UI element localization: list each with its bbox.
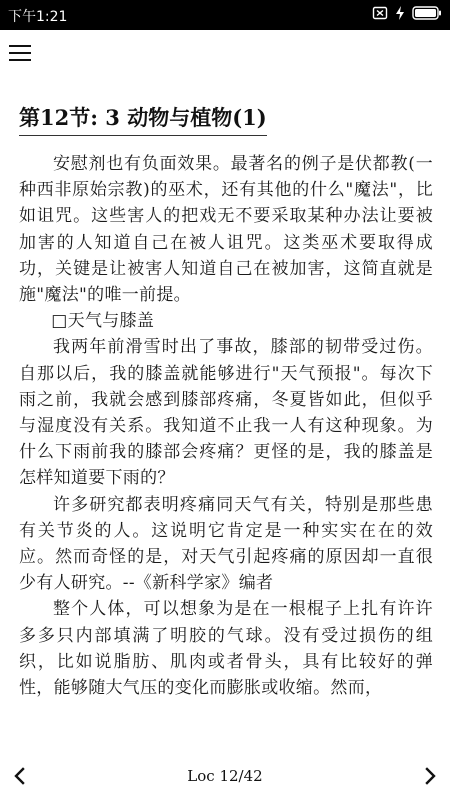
status-time: 下午1:21: [8, 9, 68, 25]
paragraph: 我两年前滑雪时出了事故，膝部的韧带受过伤。自那以后，我的膝盖就能够进行"天气预报"。每次下雨之前，我就会感到膝部疼痛，冬夏皆如此，但似乎与湿度没有关系。我知道不止我一人有这种现象。为什么下雨前我的膝部会疼痛？更怪的是，我的膝盖是怎样知道要下雨的？: [19, 337, 433, 489]
reader-content: [19, 151, 433, 701]
status-icons: [372, 5, 442, 25]
charging-bolt-icon: [395, 5, 405, 25]
paragraph: 许多研究都表明疼痛同天气有关，特别是那些患有关节炎的人。这说明它肯定是一种实实在在的效应。然而奇怪的是，对天气引起疼痛的原因却一直很少有人研究。--《新科学家》编者: [19, 494, 433, 594]
bottom-navigation: [0, 758, 450, 796]
status-bar: [0, 0, 450, 30]
sim-blocked-icon: [372, 5, 388, 25]
hamburger-menu-icon[interactable]: [9, 44, 31, 62]
paragraph: 安慰剂也有负面效果。最著名的例子是伏都教(一种西非原始宗教)的巫术，还有其他的什么"魔法"，比如诅咒。这些害人的把戏无不要采取某种办法让要被加害的人知道自己在被人诅咒。这类巫术要取得成功，关键是让被害人知道自己在被加害，这简直就是施"魔法"的唯一前提。: [19, 154, 433, 306]
chapter-title: 第12节: 3 动物与植物(1): [19, 102, 267, 136]
paragraph: 整个人体，可以想象为是在一根棍子上扎有许许多多只内部填满了明胶的气球。没有受过损伤的组织，比如说脂肪、肌肉或者骨头，具有比较好的弹性，能够随大气压的变化而膨胀或收缩。然而，: [19, 599, 433, 699]
section-subheading: □天气与膝盖: [51, 311, 155, 332]
location-indicator: Loc 12/42: [187, 767, 263, 785]
chevron-right-icon[interactable]: [420, 764, 440, 788]
battery-icon: [412, 5, 442, 25]
